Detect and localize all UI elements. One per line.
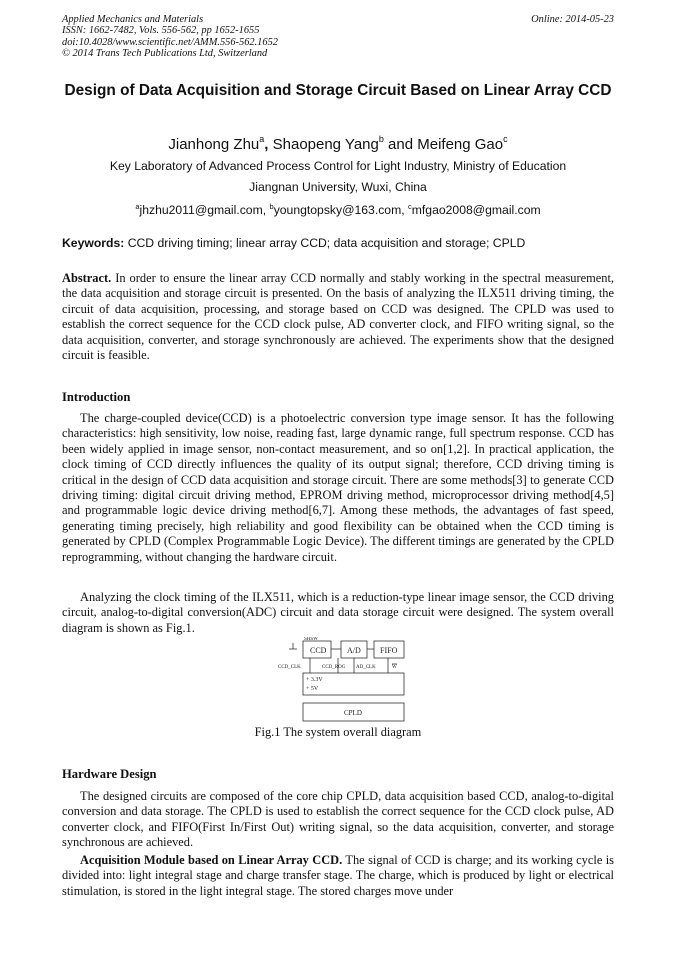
section-heading-hardware-design: Hardware Design — [62, 767, 157, 781]
shsw-label: SHSW — [304, 637, 318, 642]
paper-title: Design of Data Acquisition and Storage Circuit Based on Linear Array CCD — [64, 82, 612, 99]
email-superscript: b — [269, 202, 274, 211]
issn-line: ISSN: 1662-7482, Vols. 556-562, pp 1652-1655 — [62, 25, 260, 37]
hardware-paragraph-2-text: The signal of CCD is charge; and its working cycle is divided into: light integral stage and charge transfer stage. The charge, which is produced by light or electrical stimulation, is stored in the light integral stage. The stored charges move under — [62, 853, 614, 898]
keywords-label: Keywords: — [62, 236, 125, 250]
ccd-label: CCD — [310, 646, 327, 655]
ad-clk-label: AD_CLK — [356, 665, 376, 670]
author-superscript: b — [378, 134, 384, 144]
intro-paragraph-2: Analyzing the clock timing of the ILX511, which is a reduction-type linear image sensor, the CCD driving circuit, analog-to-digital conversion(ADC) circuit and data storage circuit were designed. The system overall diagram is shown as Fig.1. — [62, 590, 614, 635]
system-overall-diagram — [270, 637, 410, 725]
v5-label: + 5V — [306, 686, 319, 692]
author-separator: and — [383, 136, 418, 153]
doi-line: doi:10.4028/www.scientific.net/AMM.556-562.1652 — [62, 36, 278, 48]
figure-caption: Fig.1 The system overall diagram — [254, 725, 422, 739]
intro-paragraph-1: The charge-coupled device(CCD) is a photoelectric conversion type image sensor. It has the following characteristics: high sensitivity, low noise, reading fast, large dynamic range, full spectrum response. CCD has been widely applied in image sensor, non-contact measurement, and so on[1,2]. In practical application, the clock timing of CCD directly influences the quality of its output signal; therefore, CCD driving timing is critical in the design of CCD data acquisition and storage circuit. There are some methods[3] to generate CCD driving timing: digital circuit driving method, EPROM driving method, microprocessor driving method[4,5] and programmable logic device driving method[6,7]. Among these methods, the advantages of fast speed, generating timing precisely, high reliability and good flexibility can be obtained when the CCD timing is generated by CPLD (Complex Programmable Logic Device). The different timings are generated by the CPLD reprogramming, without changing the hardware circuit. — [62, 411, 614, 564]
author-name: Meifeng Gao — [417, 136, 504, 153]
email-address: youngtopsky@163.com, — [273, 203, 409, 217]
w-label: W — [392, 665, 397, 670]
abstract-label: Abstract. — [62, 271, 112, 285]
ccd-rog-label: CCD_ROG — [322, 665, 346, 670]
fifo-label: FIFO — [380, 646, 398, 655]
journal-name: Applied Mechanics and Materials — [62, 14, 204, 25]
email-line — [62, 200, 614, 217]
affiliation-line-1: Key Laboratory of Advanced Process Control for Light Industry, Ministry of Education — [109, 159, 567, 173]
ccd-clk-label: CCD_CLK — [278, 665, 301, 670]
author-name: Shaopeng Yang — [272, 136, 379, 153]
subheading-acquisition-module: Acquisition Module based on Linear Array CCD. — [80, 853, 343, 867]
email-address: mfgao2008@gmail.com — [411, 203, 541, 217]
copyright-line: © 2014 Trans Tech Publications Ltd, Switzerland — [62, 47, 268, 59]
abstract-text: In order to ensure the linear array CCD normally and stably working in the spectral measurement, the data acquisition and storage circuit is presented. On the basis of analyzing the ILX511 driving timing, the circuit of data acquisition, processing, and storage based on CCD was designed. The CPLD was used to establish the correct sequence for the CCD clock pulse, AD converter clock, and FIFO writing signal, so the data acquisition, converter, and storage synchronously are achieved. The experiments show that the designed circuit is feasible. — [62, 271, 614, 363]
ad-label: A/D — [347, 646, 361, 655]
keywords-text: CCD driving timing; linear array CCD; data acquisition and storage; CPLD — [124, 236, 526, 250]
section-heading-introduction: Introduction — [62, 390, 131, 404]
email-superscript: a — [135, 202, 140, 211]
email-superscript: c — [408, 202, 412, 211]
author-superscript: c — [503, 134, 508, 144]
keywords — [62, 236, 614, 250]
journal-header — [62, 14, 614, 59]
v33-label: + 3.3V — [306, 677, 323, 683]
author-superscript: a — [259, 134, 265, 144]
author-name: Jianhong Zhu — [168, 136, 260, 153]
abstract — [62, 271, 614, 363]
hardware-paragraph-2 — [62, 853, 614, 899]
affiliation-line-2: Jiangnan University, Wuxi, China — [249, 180, 427, 194]
author-list — [62, 130, 614, 154]
online-date: Online: 2014-05-23 — [531, 14, 614, 25]
email-address: jhzhu2011@gmail.com, — [139, 203, 270, 217]
cpld-label: CPLD — [344, 709, 362, 717]
hardware-paragraph-1: The designed circuits are composed of the core chip CPLD, data acquisition based CCD, analog-to-digital conversion and data storage. The CPLD is used to establish the correct sequence for the CCD clock pulse, AD converter clock, and FIFO(First In/First Out) writing signal, so the data acquisition, converter, and storage synchronous are achieved. — [62, 789, 614, 850]
author-separator: , — [264, 136, 273, 153]
